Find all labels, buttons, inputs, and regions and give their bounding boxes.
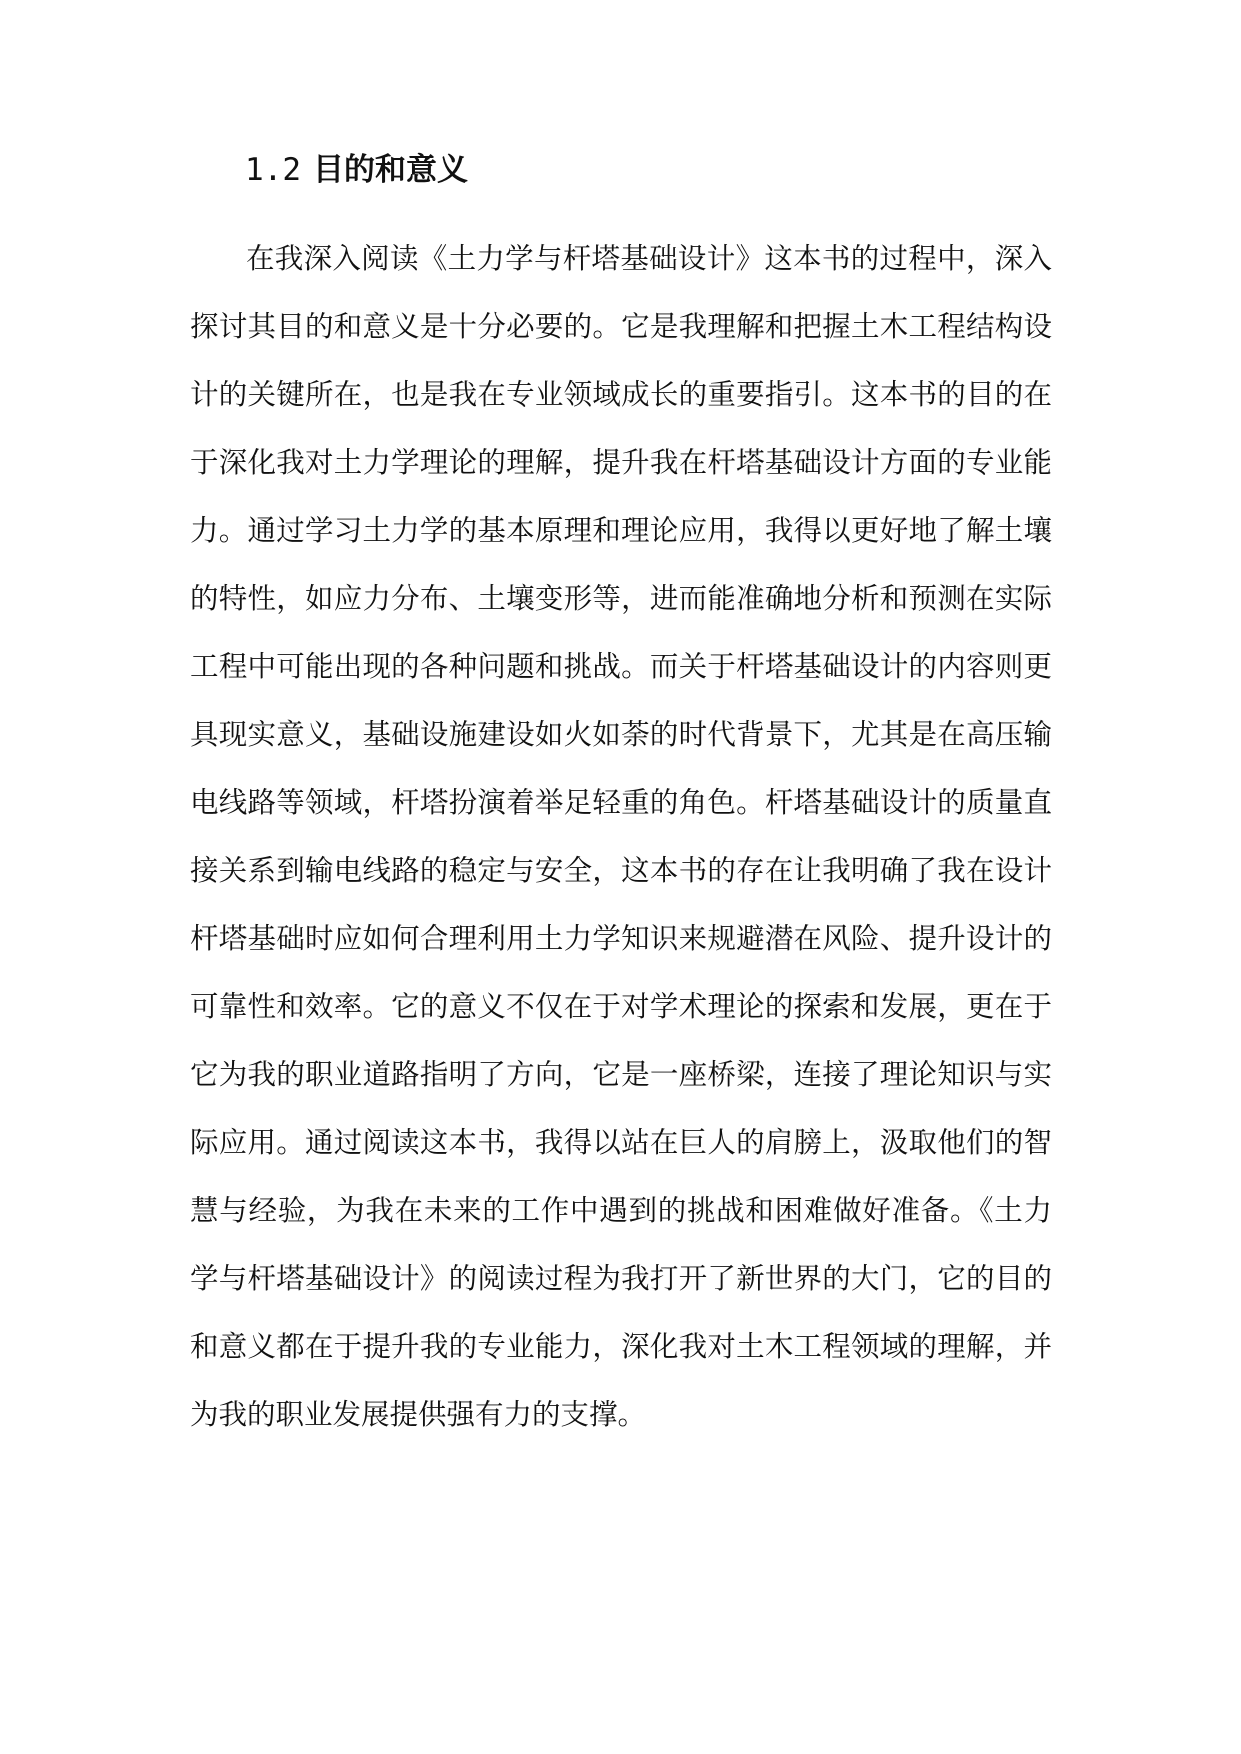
paragraph-line-last: 为我的职业发展提供强有力的支撑。 xyxy=(190,1398,647,1431)
paragraph-line: 探讨其目的和意义是十分必要的。它是我理解和把握土木工程结构设 xyxy=(190,310,1052,343)
paragraph-line: 可靠性和效率。它的意义不仅在于对学术理论的探索和发展，更在于 xyxy=(190,990,1052,1023)
paragraph-line: 电线路等领域，杆塔扮演着举足轻重的角色。杆塔基础设计的质量直 xyxy=(190,786,1052,819)
paragraph-line: 计的关键所在，也是我在专业领域成长的重要指引。这本书的目的在 xyxy=(190,378,1052,411)
paragraph-line: 力。通过学习土力学的基本原理和理论应用，我得以更好地了解土壤 xyxy=(190,514,1052,547)
paragraph-line: 慧与经验，为我在未来的工作中遇到的挑战和困难做好准备。《土力 xyxy=(190,1194,1052,1227)
paragraph-line: 它为我的职业道路指明了方向，它是一座桥梁，连接了理论知识与实 xyxy=(190,1058,1052,1091)
paragraph-line: 和意义都在于提升我的专业能力，深化我对土木工程领域的理解，并 xyxy=(190,1330,1052,1363)
paragraph-line: 在我深入阅读《土力学与杆塔基础设计》这本书的过程中，深入 xyxy=(246,242,1052,275)
paragraph-line: 接关系到输电线路的稳定与安全，这本书的存在让我明确了我在设计 xyxy=(190,854,1052,887)
section-heading xyxy=(245,148,468,192)
section-title: 目的和意义 xyxy=(313,152,468,188)
body-paragraph xyxy=(190,225,1052,1449)
paragraph-line: 杆塔基础时应如何合理利用土力学知识来规避潜在风险、提升设计的 xyxy=(190,922,1052,955)
paragraph-line: 学与杆塔基础设计》的阅读过程为我打开了新世界的大门，它的目的 xyxy=(190,1262,1052,1295)
paragraph-line: 的特性，如应力分布、土壤变形等，进而能准确地分析和预测在实际 xyxy=(190,582,1052,615)
paragraph-line: 具现实意义，基础设施建设如火如荼的时代背景下，尤其是在高压输 xyxy=(190,718,1052,751)
section-number: 1.2 xyxy=(245,152,301,188)
paragraph-line: 际应用。通过阅读这本书，我得以站在巨人的肩膀上，汲取他们的智 xyxy=(190,1126,1052,1159)
paragraph-line: 工程中可能出现的各种问题和挑战。而关于杆塔基础设计的内容则更 xyxy=(190,650,1052,683)
paragraph-line: 于深化我对土力学理论的理解，提升我在杆塔基础设计方面的专业能 xyxy=(190,446,1052,479)
